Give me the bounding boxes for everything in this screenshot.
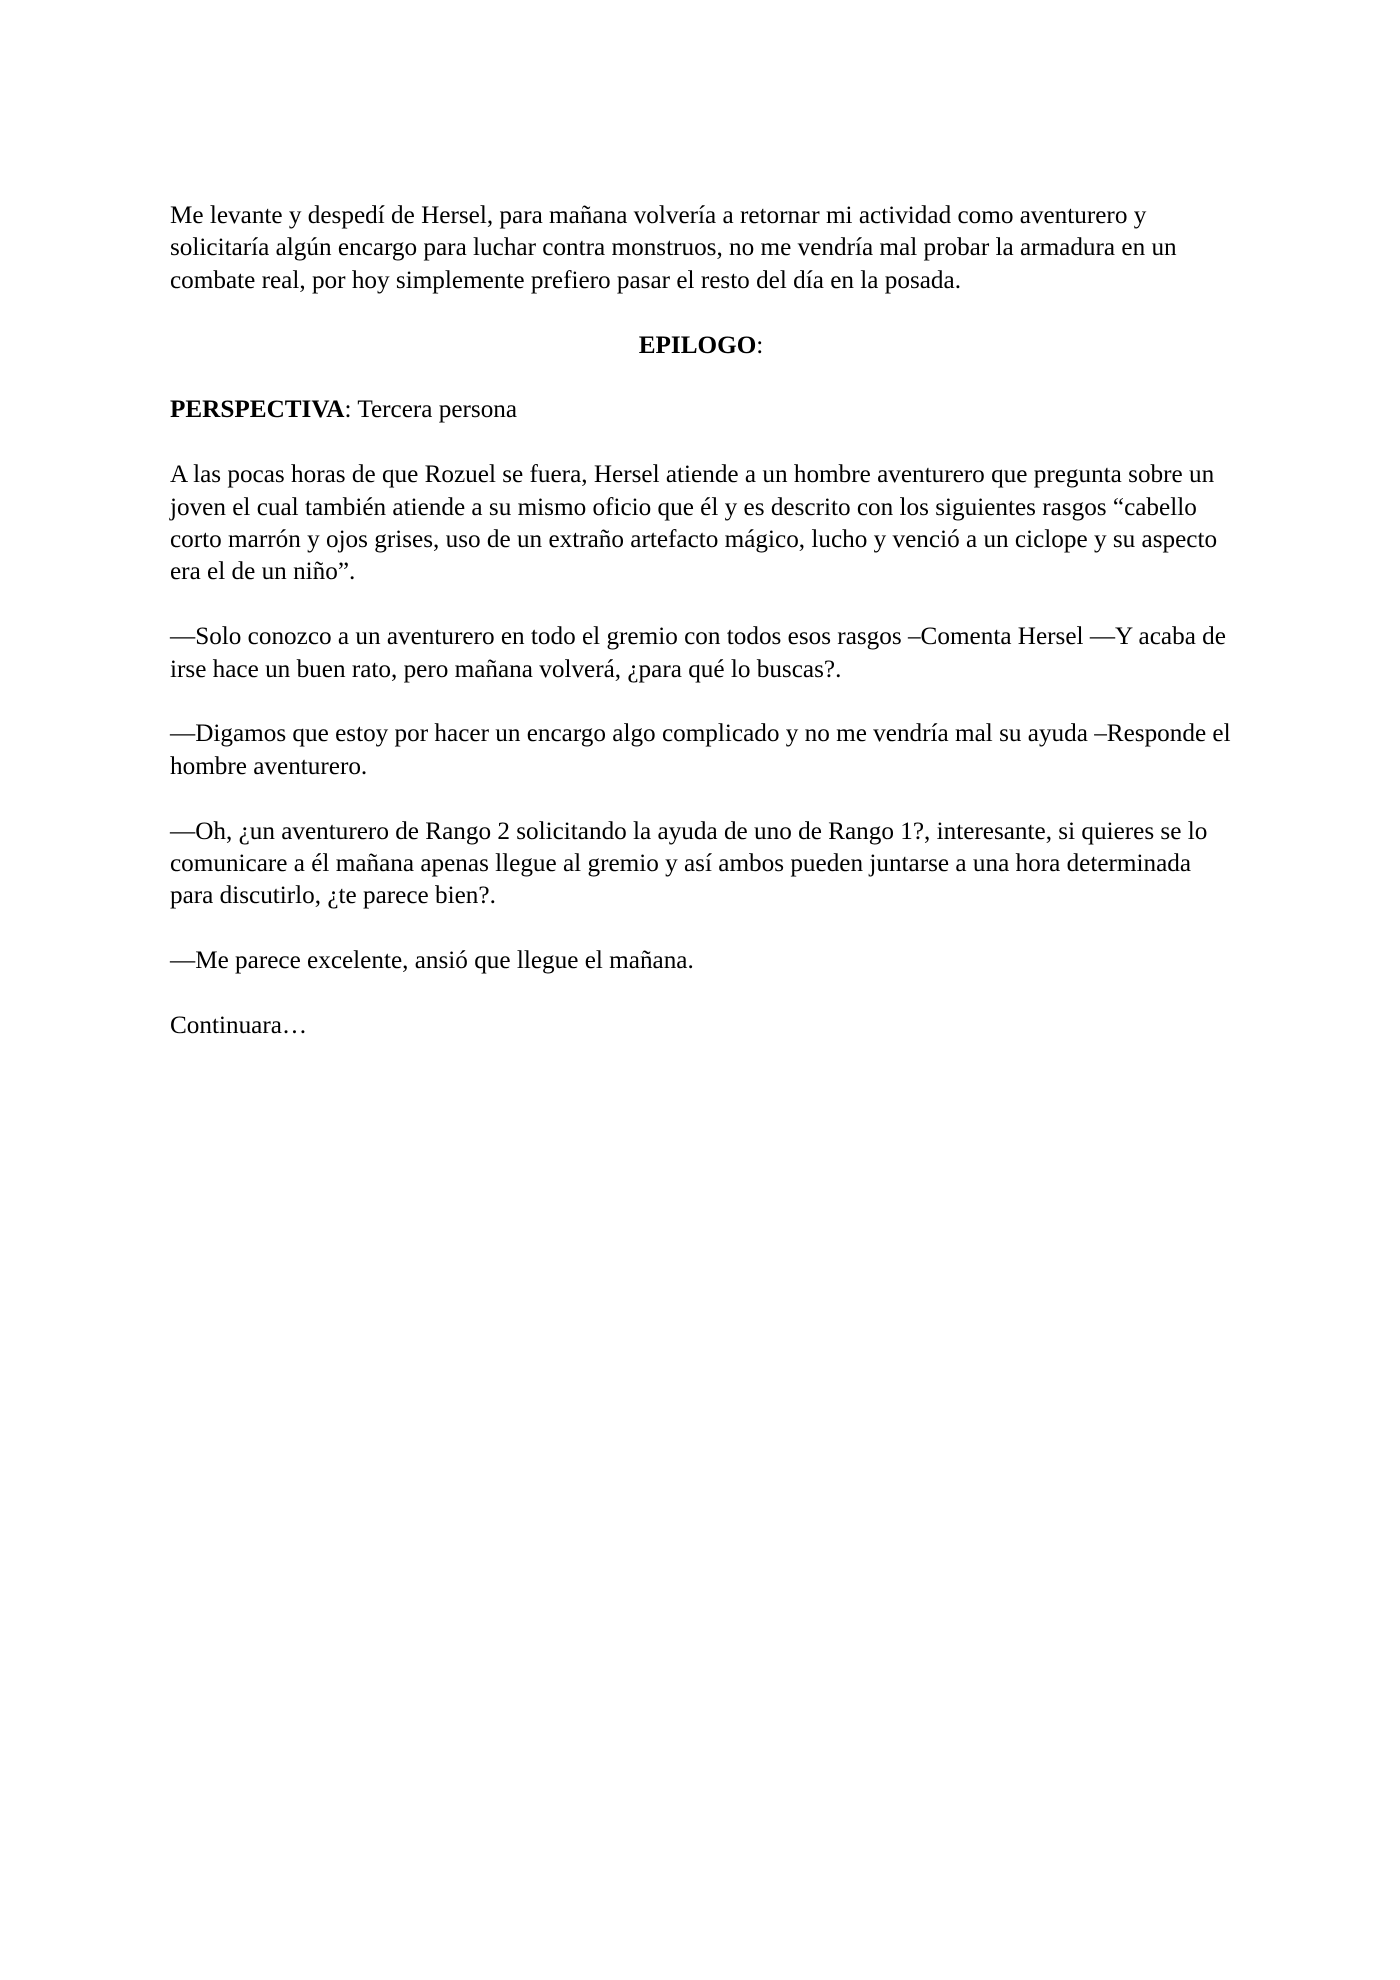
paragraph-intro: Me levante y despedí de Hersel, para mañana volvería a retornar mi actividad como aventurero y solicitaría algún encargo para luchar contra monstruos, no me vendría mal probar la armadura en un combate real, por hoy simplemente prefiero pasar el resto del día en la posada. [170, 202, 1177, 294]
closing-text: Continuara… [170, 1012, 308, 1040]
document-body [170, 200, 1232, 1075]
dialogue-line-4: —Me parece excelente, ansió que llegue el mañana. [170, 947, 694, 975]
dialogue-line-3: —Oh, ¿un aventurero de Rango 2 solicitando la ayuda de uno de Rango 1?, interesante, si quieres se lo comunicare a él mañana apenas llegue al gremio y así ambos pueden juntarse a una hora determinada para discutirlo, ¿te parece bien?. [170, 817, 1208, 910]
epilogue-heading-text: EPILOGO [638, 331, 757, 359]
epilogue-heading-colon: : [756, 331, 764, 359]
perspective-label: PERSPECTIVA [170, 396, 345, 424]
perspective-line [170, 394, 1232, 426]
paragraph-narration: A las pocas horas de que Rozuel se fuera, Hersel atiende a un hombre aventurero que pregunta sobre un joven el cual también atiende a su mismo oficio que él y es descrito con los siguientes rasgos “cabello corto marrón y ojos grises, uso de un extraño artefacto mágico, lucho y venció a un ciclope y su aspecto era el de un niño”. [170, 461, 1218, 586]
dialogue-line-2: —Digamos que estoy por hacer un encargo algo complicado y no me vendría mal su ayuda –Responde el hombre aventurero. [170, 720, 1231, 780]
perspective-value: : Tercera persona [344, 396, 518, 424]
dialogue-line-1: —Solo conozco a un aventurero en todo el gremio con todos esos rasgos –Comenta Hersel —Y acaba de irse hace un buen rato, pero mañana volverá, ¿para qué lo buscas?. [170, 623, 1226, 683]
epilogue-heading [170, 330, 1232, 362]
